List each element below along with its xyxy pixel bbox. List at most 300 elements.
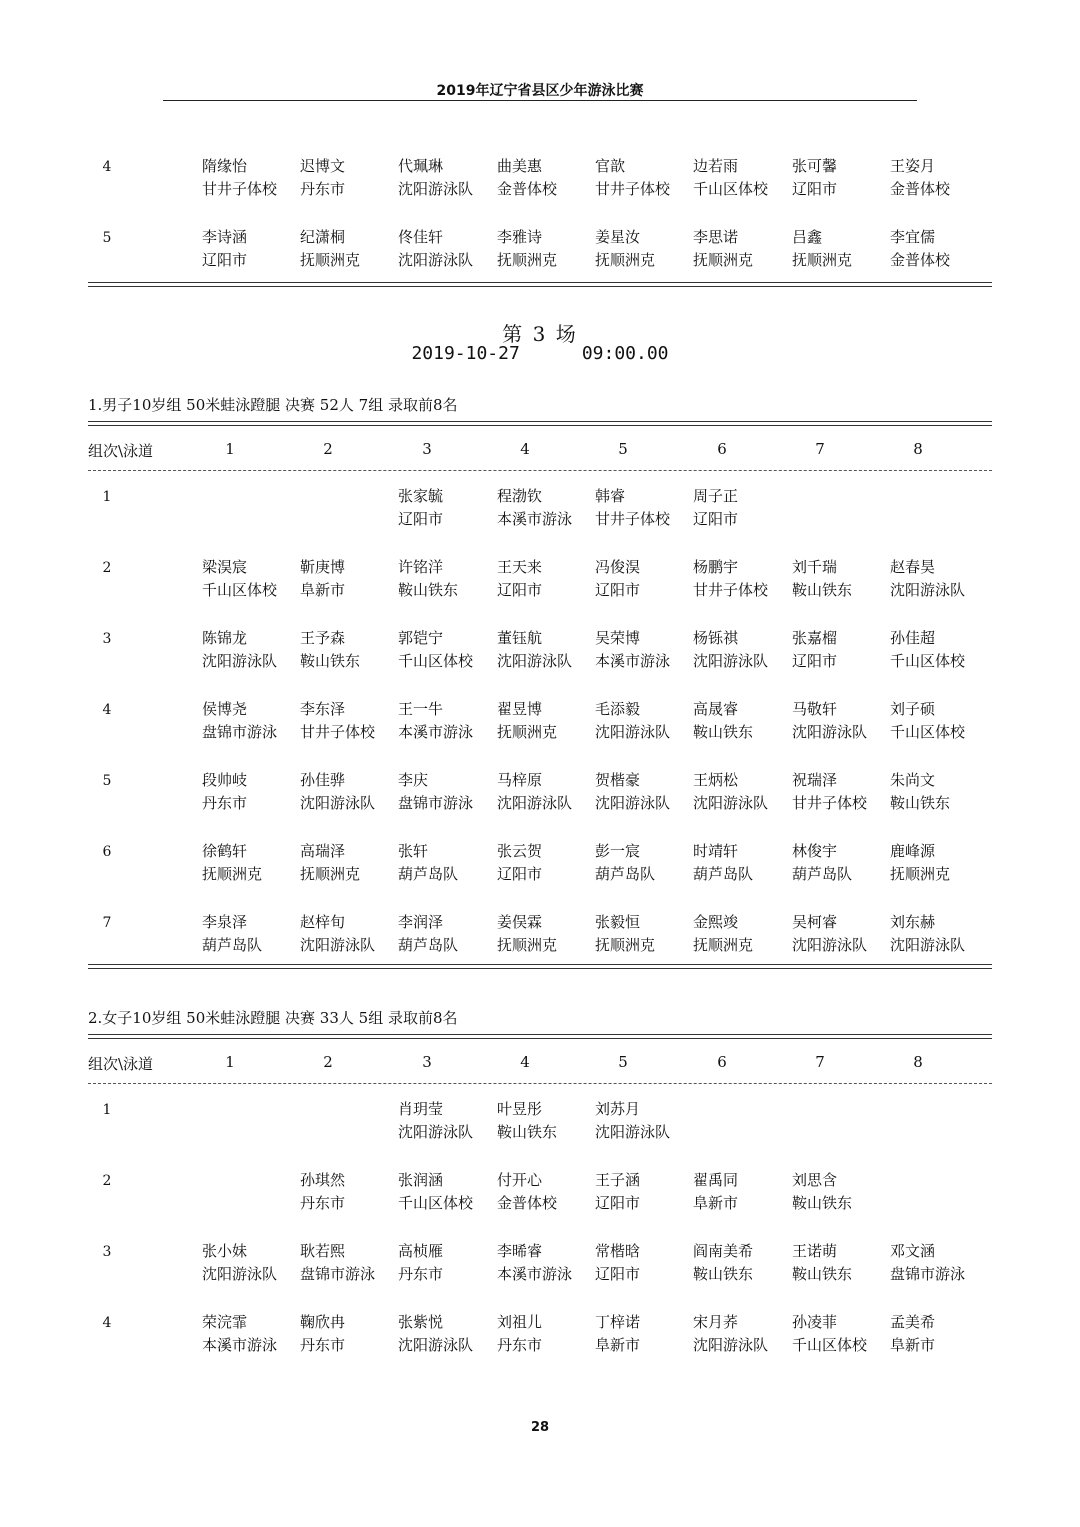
- swimmer-name: 周子正: [693, 487, 739, 505]
- team-name: 葫芦岛队: [202, 936, 263, 954]
- lane-entry: [693, 627, 768, 673]
- swimmer-name: 纪潇桐: [300, 228, 346, 246]
- team-name: 辽阳市: [693, 510, 739, 528]
- double-rule: [88, 282, 992, 287]
- team-name: 沈阳游泳队: [398, 180, 474, 198]
- swimmer-name: 李润泽: [398, 913, 444, 931]
- lane-number: 8: [913, 440, 923, 458]
- swimmer-name: 林俊宇: [792, 842, 838, 860]
- team-name: 金普体校: [890, 180, 951, 198]
- swimmer-name: 靳庚博: [300, 558, 346, 576]
- team-name: 沈阳游泳队: [398, 1123, 474, 1141]
- lane-entry: [202, 1311, 277, 1357]
- heat-number: 5: [102, 773, 112, 789]
- team-name: 辽阳市: [497, 865, 543, 883]
- team-name: 阜新市: [300, 581, 346, 599]
- lane-entry: [202, 769, 247, 815]
- swimmer-name: 祝瑞泽: [792, 771, 838, 789]
- swimmer-name: 时靖轩: [693, 842, 739, 860]
- swimmer-name: 姜星汝: [595, 228, 641, 246]
- team-name: 抚顺洲克: [693, 251, 754, 269]
- lane-entry: [693, 1169, 738, 1215]
- lane-entry: [693, 1240, 753, 1286]
- team-name: 沈阳游泳队: [300, 936, 376, 954]
- team-name: 辽阳市: [398, 510, 444, 528]
- session-datetime: [0, 343, 1080, 364]
- swimmer-name: 李雅诗: [497, 228, 543, 246]
- lane-entry: [497, 840, 542, 886]
- swimmer-name: 叶昱彤: [497, 1100, 543, 1118]
- heat-number: 6: [102, 844, 112, 860]
- lane-entry: [398, 1311, 473, 1357]
- lane-entry: [693, 840, 753, 886]
- lane-entry: [792, 911, 867, 957]
- swimmer-name: 代珮琳: [398, 157, 444, 175]
- team-name: 沈阳游泳队: [497, 652, 573, 670]
- lane-entry: [300, 155, 345, 201]
- team-name: 本溪市游泳: [398, 723, 474, 741]
- lane-entry: [398, 1098, 473, 1144]
- swimmer-name: 张润涵: [398, 1171, 444, 1189]
- team-name: 本溪市游泳: [595, 652, 671, 670]
- swimmer-name: 王一牛: [398, 700, 444, 718]
- session-title: 第 3 场: [502, 322, 578, 346]
- team-name: 葫芦岛队: [595, 865, 656, 883]
- lane-entry: [202, 226, 247, 272]
- swimmer-name: 董钰航: [497, 629, 543, 647]
- swimmer-name: 马敬轩: [792, 700, 838, 718]
- lane-entry: [398, 911, 458, 957]
- lane-entry: [497, 627, 572, 673]
- lane-entry: [497, 1098, 557, 1144]
- team-name: 抚顺洲克: [890, 865, 951, 883]
- lane-number: 7: [815, 440, 825, 458]
- lane-entry: [398, 840, 458, 886]
- lane-entry: [300, 698, 375, 744]
- swimmer-name: 冯俊淏: [595, 558, 641, 576]
- lane-entry: [300, 1240, 375, 1286]
- swimmer-name: 贺楷豪: [595, 771, 641, 789]
- team-name: 甘井子体校: [693, 581, 769, 599]
- team-name: 沈阳游泳队: [497, 794, 573, 812]
- lane-entry: [497, 698, 557, 744]
- team-name: 本溪市游泳: [497, 1265, 573, 1283]
- lane-entry: [595, 911, 655, 957]
- team-name: 辽阳市: [792, 180, 838, 198]
- swimmer-name: 张小妹: [202, 1242, 248, 1260]
- team-name: 鞍山铁东: [890, 794, 951, 812]
- team-name: 盘锦市游泳: [300, 1265, 376, 1283]
- heat-number: 1: [102, 489, 112, 505]
- lane-entry: [497, 769, 572, 815]
- team-name: 鞍山铁东: [300, 652, 361, 670]
- team-name: 辽阳市: [792, 652, 838, 670]
- swimmer-name: 刘思含: [792, 1171, 838, 1189]
- swimmer-name: 丁梓诺: [595, 1313, 641, 1331]
- team-name: 葫芦岛队: [398, 936, 459, 954]
- swimmer-name: 孙佳超: [890, 629, 936, 647]
- header-rule: [163, 100, 917, 101]
- swimmer-name: 耿若熙: [300, 1242, 346, 1260]
- lane-entry: [398, 155, 473, 201]
- swimmer-name: 迟博文: [300, 157, 346, 175]
- lane-entry: [398, 226, 473, 272]
- heat-lane-label: 组次\泳道: [88, 1055, 154, 1073]
- team-name: 沈阳游泳队: [202, 1265, 278, 1283]
- swimmer-name: 鹿峰源: [890, 842, 936, 860]
- swimmer-name: 朱尚文: [890, 771, 936, 789]
- team-name: 抚顺洲克: [497, 723, 558, 741]
- swimmer-name: 翟昱博: [497, 700, 543, 718]
- lane-entry: [595, 155, 670, 201]
- header-divider: [88, 1083, 992, 1084]
- lane-entry: [890, 769, 950, 815]
- swimmer-name: 彭一宸: [595, 842, 641, 860]
- lane-entry: [300, 226, 360, 272]
- page-header-title: 2019年辽宁省县区少年游泳比赛: [436, 83, 644, 99]
- swimmer-name: 翟禹同: [693, 1171, 739, 1189]
- team-name: 辽阳市: [497, 581, 543, 599]
- lane-entry: [398, 627, 473, 673]
- team-name: 抚顺洲克: [300, 251, 361, 269]
- lane-entry: [792, 840, 852, 886]
- swimmer-name: 姜俣霖: [497, 913, 543, 931]
- swimmer-name: 刘苏月: [595, 1100, 641, 1118]
- lane-entry: [202, 911, 262, 957]
- swimmer-name: 宋月荞: [693, 1313, 739, 1331]
- lane-entry: [693, 155, 768, 201]
- swimmer-name: 王炳松: [693, 771, 739, 789]
- lane-entry: [890, 226, 950, 272]
- team-name: 沈阳游泳队: [693, 794, 769, 812]
- lane-entry: [693, 556, 768, 602]
- session-date: 2019-10-27: [411, 343, 520, 364]
- swimmer-name: 孙琪然: [300, 1171, 346, 1189]
- swimmer-name: 肖玥莹: [398, 1100, 444, 1118]
- team-name: 鞍山铁东: [497, 1123, 558, 1141]
- team-name: 辽阳市: [202, 251, 248, 269]
- swimmer-name: 佟佳轩: [398, 228, 444, 246]
- heat-number: 7: [102, 915, 112, 931]
- swimmer-name: 王姿月: [890, 157, 936, 175]
- swimmer-name: 付开心: [497, 1171, 543, 1189]
- lane-entry: [595, 1311, 640, 1357]
- swimmer-name: 杨铄祺: [693, 629, 739, 647]
- swimmer-name: 刘祖儿: [497, 1313, 543, 1331]
- lane-entry: [792, 698, 867, 744]
- team-name: 抚顺洲克: [202, 865, 263, 883]
- swimmer-name: 曲美惠: [497, 157, 543, 175]
- team-name: 沈阳游泳队: [300, 794, 376, 812]
- heat-number: 2: [102, 560, 112, 576]
- swimmer-name: 高晟睿: [693, 700, 739, 718]
- swimmer-name: 吴柯睿: [792, 913, 838, 931]
- event-title: 1.男子10岁组 50米蛙泳蹬腿 决赛 52人 7组 录取前8名: [88, 396, 458, 414]
- lane-entry: [202, 1240, 277, 1286]
- team-name: 甘井子体校: [595, 180, 671, 198]
- team-name: 沈阳游泳队: [792, 936, 868, 954]
- lane-entry: [300, 627, 360, 673]
- team-name: 抚顺洲克: [497, 936, 558, 954]
- team-name: 甘井子体校: [202, 180, 278, 198]
- lane-entry: [497, 1311, 542, 1357]
- heat-number: 1: [102, 1102, 112, 1118]
- swimmer-name: 张紫悦: [398, 1313, 444, 1331]
- lane-entry: [300, 556, 345, 602]
- lane-number: 1: [225, 440, 235, 458]
- team-name: 盘锦市游泳: [398, 794, 474, 812]
- lane-number: 3: [422, 1053, 432, 1071]
- team-name: 本溪市游泳: [202, 1336, 278, 1354]
- team-name: 千山区体校: [398, 1194, 474, 1212]
- lane-number: 5: [618, 1053, 628, 1071]
- swimmer-name: 孟美希: [890, 1313, 936, 1331]
- lane-entry: [792, 155, 837, 201]
- swimmer-name: 张毅恒: [595, 913, 641, 931]
- lane-entry: [497, 485, 572, 531]
- lane-entry: [202, 155, 277, 201]
- lane-entry: [890, 840, 950, 886]
- swimmer-name: 阎南美希: [693, 1242, 754, 1260]
- swimmer-name: 张可馨: [792, 157, 838, 175]
- swimmer-name: 李诗涵: [202, 228, 248, 246]
- swimmer-name: 李宜儒: [890, 228, 936, 246]
- lane-entry: [300, 1169, 345, 1215]
- lane-entry: [497, 1169, 557, 1215]
- swimmer-name: 侯博尧: [202, 700, 248, 718]
- team-name: 葫芦岛队: [398, 865, 459, 883]
- lane-entry: [693, 698, 753, 744]
- lane-entry: [398, 769, 473, 815]
- lane-entry: [890, 556, 965, 602]
- team-name: 丹东市: [300, 1194, 346, 1212]
- lane-entry: [497, 911, 557, 957]
- lane-entry: [398, 1169, 473, 1215]
- team-name: 沈阳游泳队: [890, 581, 966, 599]
- lane-entry: [202, 840, 262, 886]
- team-name: 沈阳游泳队: [202, 652, 278, 670]
- lane-number: 1: [225, 1053, 235, 1071]
- lane-entry: [693, 485, 738, 531]
- lane-entry: [202, 556, 277, 602]
- swimmer-name: 边若雨: [693, 157, 739, 175]
- swimmer-name: 张轩: [398, 842, 429, 860]
- lane-number: 2: [323, 1053, 333, 1071]
- heat-number: 2: [102, 1173, 112, 1189]
- lane-number: 4: [520, 1053, 530, 1071]
- team-name: 葫芦岛队: [792, 865, 853, 883]
- double-rule: [88, 421, 992, 426]
- team-name: 辽阳市: [595, 1265, 641, 1283]
- team-name: 甘井子体校: [595, 510, 671, 528]
- swimmer-name: 梁淏宸: [202, 558, 248, 576]
- heat-number: 4: [102, 702, 112, 718]
- lane-entry: [792, 1311, 867, 1357]
- lane-entry: [890, 627, 965, 673]
- lane-entry: [497, 155, 557, 201]
- team-name: 沈阳游泳队: [890, 936, 966, 954]
- team-name: 抚顺洲克: [693, 936, 754, 954]
- event-title: 2.女子10岁组 50米蛙泳蹬腿 决赛 33人 5组 录取前8名: [88, 1009, 458, 1027]
- swimmer-name: 刘东赫: [890, 913, 936, 931]
- team-name: 沈阳游泳队: [693, 652, 769, 670]
- swimmer-name: 赵春昊: [890, 558, 936, 576]
- heat-number: 4: [102, 159, 112, 175]
- lane-entry: [497, 556, 542, 602]
- lane-entry: [595, 769, 670, 815]
- lane-entry: [595, 1169, 640, 1215]
- swimmer-name: 荣浣霏: [202, 1313, 248, 1331]
- lane-entry: [595, 556, 640, 602]
- team-name: 千山区体校: [890, 652, 966, 670]
- lane-entry: [792, 1169, 852, 1215]
- swimmer-name: 赵梓旬: [300, 913, 346, 931]
- team-name: 金普体校: [497, 180, 558, 198]
- lane-entry: [398, 485, 443, 531]
- swimmer-name: 郭铠宁: [398, 629, 444, 647]
- header-divider: [88, 470, 992, 471]
- swimmer-name: 王子涵: [595, 1171, 641, 1189]
- team-name: 甘井子体校: [792, 794, 868, 812]
- lane-number: 7: [815, 1053, 825, 1071]
- lane-entry: [792, 556, 852, 602]
- heat-number: 4: [102, 1315, 112, 1331]
- team-name: 抚顺洲克: [300, 865, 361, 883]
- page-number: 28: [530, 1420, 550, 1435]
- team-name: 丹东市: [497, 1336, 543, 1354]
- lane-entry: [792, 627, 837, 673]
- lane-entry: [890, 155, 950, 201]
- lane-number: 6: [717, 440, 727, 458]
- lane-entry: [595, 840, 655, 886]
- team-name: 千山区体校: [398, 652, 474, 670]
- swimmer-name: 杨鹏宇: [693, 558, 739, 576]
- swimmer-name: 隋缘怡: [202, 157, 248, 175]
- swimmer-name: 鞠欣冉: [300, 1313, 346, 1331]
- lane-entry: [202, 698, 277, 744]
- swimmer-name: 刘千瑞: [792, 558, 838, 576]
- swimmer-name: 张云贺: [497, 842, 543, 860]
- team-name: 沈阳游泳队: [595, 1123, 671, 1141]
- swimmer-name: 徐鹤轩: [202, 842, 248, 860]
- lane-entry: [202, 627, 277, 673]
- swimmer-name: 官歆: [595, 157, 626, 175]
- team-name: 鞍山铁东: [398, 581, 459, 599]
- team-name: 阜新市: [693, 1194, 739, 1212]
- lane-entry: [595, 485, 670, 531]
- swimmer-name: 常楷晗: [595, 1242, 641, 1260]
- swimmer-name: 刘子硕: [890, 700, 936, 718]
- swimmer-name: 李庆: [398, 771, 429, 789]
- lane-entry: [300, 769, 375, 815]
- team-name: 沈阳游泳队: [398, 1336, 474, 1354]
- swimmer-name: 王诺萌: [792, 1242, 838, 1260]
- swimmer-name: 程渤钦: [497, 487, 543, 505]
- team-name: 沈阳游泳队: [693, 1336, 769, 1354]
- team-name: 金普体校: [497, 1194, 558, 1212]
- lane-number: 8: [913, 1053, 923, 1071]
- team-name: 丹东市: [300, 1336, 346, 1354]
- team-name: 沈阳游泳队: [398, 251, 474, 269]
- lane-entry: [595, 1098, 670, 1144]
- session-time: 09:00.00: [581, 343, 669, 364]
- team-name: 抚顺洲克: [792, 251, 853, 269]
- lane-entry: [398, 698, 473, 744]
- team-name: 辽阳市: [595, 581, 641, 599]
- lane-entry: [300, 1311, 345, 1357]
- team-name: 葫芦岛队: [693, 865, 754, 883]
- swimmer-name: 李泉泽: [202, 913, 248, 931]
- swimmer-name: 毛添毅: [595, 700, 641, 718]
- team-name: 金普体校: [890, 251, 951, 269]
- heat-number: 5: [102, 230, 112, 246]
- lane-entry: [792, 1240, 852, 1286]
- swimmer-name: 金熙竣: [693, 913, 739, 931]
- lane-entry: [693, 911, 753, 957]
- lane-entry: [398, 556, 458, 602]
- lane-entry: [792, 226, 852, 272]
- swimmer-name: 孙佳骅: [300, 771, 346, 789]
- lane-number: 6: [717, 1053, 727, 1071]
- lane-number: 2: [323, 440, 333, 458]
- team-name: 千山区体校: [792, 1336, 868, 1354]
- swimmer-name: 段帅岐: [202, 771, 248, 789]
- lane-entry: [792, 769, 867, 815]
- lane-entry: [890, 911, 965, 957]
- lane-entry: [398, 1240, 443, 1286]
- swimmer-name: 马梓原: [497, 771, 543, 789]
- team-name: 抚顺洲克: [595, 936, 656, 954]
- swimmer-name: 邓文涵: [890, 1242, 936, 1260]
- team-name: 丹东市: [202, 794, 248, 812]
- team-name: 沈阳游泳队: [792, 723, 868, 741]
- team-name: 抚顺洲克: [497, 251, 558, 269]
- lane-entry: [300, 840, 360, 886]
- double-rule: [88, 1034, 992, 1039]
- team-name: 阜新市: [595, 1336, 641, 1354]
- team-name: 阜新市: [890, 1336, 936, 1354]
- double-rule: [88, 964, 992, 969]
- swimmer-name: 张嘉榴: [792, 629, 838, 647]
- swimmer-name: 李思诺: [693, 228, 739, 246]
- heat-number: 3: [102, 1244, 112, 1260]
- lane-number: 4: [520, 440, 530, 458]
- team-name: 千山区体校: [202, 581, 278, 599]
- swimmer-name: 张家毓: [398, 487, 444, 505]
- lane-entry: [890, 1240, 965, 1286]
- swimmer-name: 李晞睿: [497, 1242, 543, 1260]
- swimmer-name: 陈锦龙: [202, 629, 248, 647]
- team-name: 盘锦市游泳: [202, 723, 278, 741]
- swimmer-name: 王予森: [300, 629, 346, 647]
- swimmer-name: 韩睿: [595, 487, 626, 505]
- team-name: 本溪市游泳: [497, 510, 573, 528]
- team-name: 千山区体校: [693, 180, 769, 198]
- team-name: 鞍山铁东: [693, 1265, 754, 1283]
- swimmer-name: 吴荣博: [595, 629, 641, 647]
- team-name: 沈阳游泳队: [595, 794, 671, 812]
- swimmer-name: 高桢雁: [398, 1242, 444, 1260]
- team-name: 抚顺洲克: [595, 251, 656, 269]
- lane-entry: [693, 1311, 768, 1357]
- team-name: 丹东市: [398, 1265, 444, 1283]
- swimmer-name: 李东泽: [300, 700, 346, 718]
- lane-entry: [595, 1240, 640, 1286]
- team-name: 鞍山铁东: [792, 581, 853, 599]
- swimmer-name: 高瑞泽: [300, 842, 346, 860]
- team-name: 鞍山铁东: [792, 1265, 853, 1283]
- lane-entry: [693, 769, 768, 815]
